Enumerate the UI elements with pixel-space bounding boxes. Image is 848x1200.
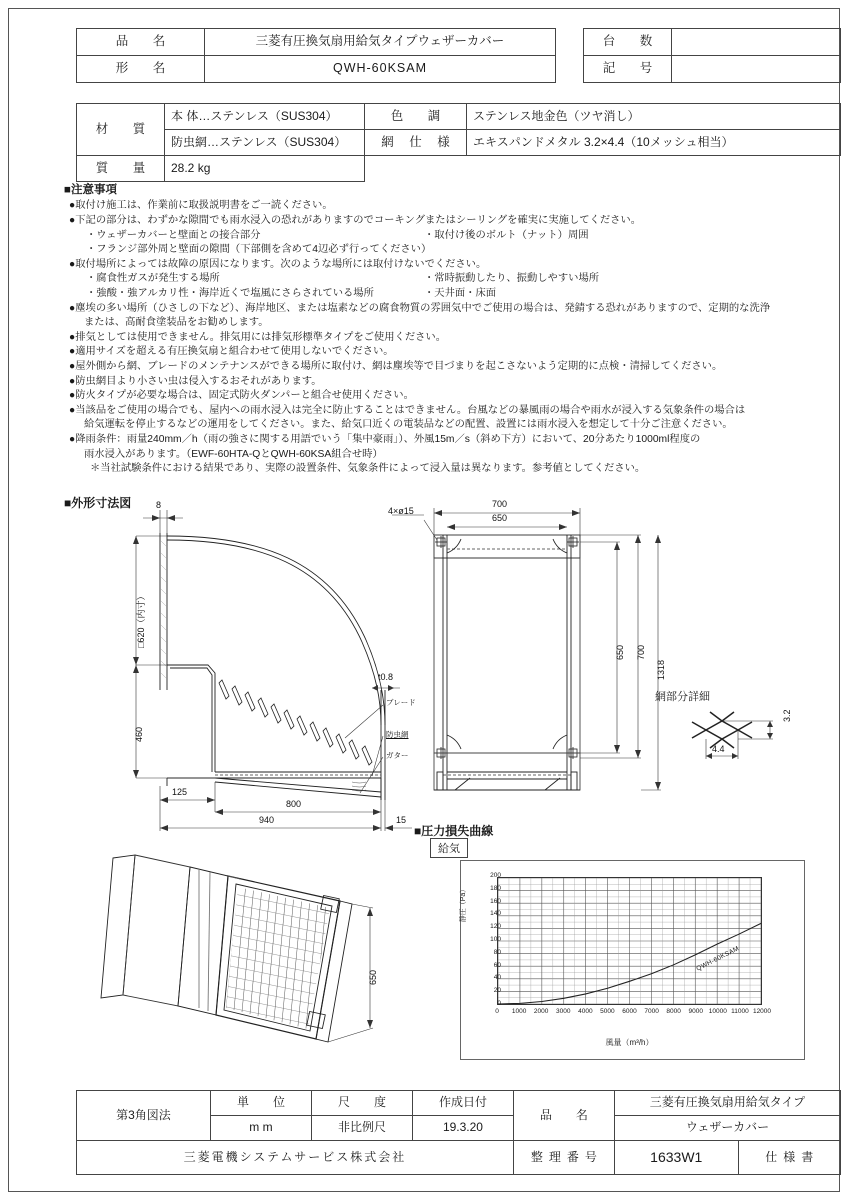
dim-8: 8	[156, 500, 162, 510]
mass-label: 質 量	[77, 156, 165, 182]
dim-700-side: 700	[636, 644, 646, 660]
pressure-loss-chart	[460, 860, 805, 1060]
product-name-line2: ウェザーカバー	[614, 1116, 840, 1141]
material-body-value: 本 体…ステンレス（SUS304）	[165, 104, 365, 130]
product-name-label-footer: 品 名	[513, 1091, 614, 1141]
chart-y-tick: 60	[493, 961, 501, 969]
chart-plot-area	[497, 877, 762, 1005]
table-row	[77, 104, 841, 130]
dim-940: 940	[259, 815, 275, 825]
chart-y-tick: 120	[490, 923, 501, 931]
outline-drawing-heading: ■外形寸法図	[64, 496, 132, 510]
mesh-spec-label: 網 仕 様	[365, 130, 467, 156]
chart-y-tick: 20	[493, 987, 501, 995]
chart-x-tick: 12000	[752, 1008, 772, 1015]
chart-svg	[498, 878, 761, 1004]
doc-type: 仕様書	[738, 1141, 840, 1175]
chart-x-tick: 9000	[688, 1008, 703, 1015]
dim-holes: 4×ø15	[388, 506, 414, 516]
chart-x-tick: 11000	[731, 1008, 749, 1015]
product-header-table	[76, 28, 556, 83]
empty-cell	[365, 156, 841, 182]
dim-800: 800	[286, 799, 302, 809]
doc-number-value: 1633W1	[614, 1141, 738, 1175]
note-item: ●取付け施工は、作業前に取扱説明書をご一読ください。	[69, 200, 333, 212]
chart-y-tick: 180	[490, 884, 501, 892]
note-subitem: ・取付け後のボルト（ナット）周囲	[424, 229, 589, 241]
chart-y-tick: 200	[490, 872, 501, 879]
material-label: 材 質	[77, 104, 165, 156]
product-name-line1: 三菱有圧換気扇用給気タイプ	[614, 1091, 840, 1116]
color-label: 色 調	[365, 104, 467, 130]
note-subrow	[64, 287, 842, 302]
note-item: ●排気としては使用できません。排気用には排気形標準タイプをご使用ください。	[69, 331, 447, 343]
chart-x-tick: 6000	[622, 1008, 637, 1015]
model-name-label: 形 名	[77, 56, 205, 83]
model-name-value: QWH-60KSAM	[205, 56, 556, 83]
symbol-value	[672, 56, 841, 83]
dim-700-top: 700	[492, 499, 508, 509]
chart-x-tick: 0	[495, 1008, 499, 1015]
chart-x-tick: 10000	[708, 1008, 727, 1015]
chart-x-tick: 1000	[511, 1008, 527, 1015]
notes-section	[64, 182, 842, 477]
scale-value: 非比例尺	[312, 1116, 413, 1141]
dim-thickness: t0.8	[378, 672, 394, 682]
doc-number-label: 整理番号	[513, 1141, 614, 1175]
chart-y-axis-label: 静圧（Pa）	[460, 885, 467, 923]
dim-1318: 1318	[656, 659, 666, 680]
callout-gutter: ガター	[386, 751, 409, 760]
note-subitem: ・天井面・床面	[424, 287, 497, 299]
table-row	[77, 130, 841, 156]
chart-y-tick: 100	[490, 936, 501, 943]
table-row	[77, 156, 841, 182]
dim-620: □620（内寸）	[136, 591, 146, 648]
table-row	[584, 29, 841, 56]
note-item-cont: または、高耐食塗装品をお勧めします。	[84, 317, 269, 329]
mesh-detail-heading: 網部分詳細	[655, 691, 710, 703]
note-item-cont: 給気運転を停止するなどの運用をしてください。また、給気口近くの電装品などの配置、設置には雨水浸入を想定して十分ご注意ください。	[84, 419, 733, 431]
note-item: ●当該品をご使用の場合でも、屋内への雨水浸入は完全に防止することはできません。台風などの暴風雨の場合や雨水が浸入する気象条件の場合は	[69, 404, 746, 416]
note-subitem: ・強酸・強アルカリ性・海岸近くで塩風にさらされている場所	[86, 287, 374, 299]
note-subitem: ・ウェザーカバーと壁面との接合部分	[86, 229, 261, 241]
dim-mesh-width: 4.4	[712, 744, 725, 754]
note-item-cont: 雨水浸入があります。（EWF-60HTA-QとQWH-60KSA組合せ時）	[84, 448, 383, 460]
callout-blade: ブレード	[386, 698, 416, 707]
chart-x-tick: 4000	[578, 1008, 593, 1015]
note-item: ●下記の部分は、わずかな隙間でも雨水浸入の恐れがありますのでコーキングまたはシーリングを確実に実施してください。	[69, 214, 642, 226]
chart-y-tick: 160	[490, 897, 501, 905]
table-row	[77, 29, 556, 56]
mass-value: 28.2 kg	[165, 156, 365, 182]
table-row	[77, 1091, 841, 1116]
note-item: ●塵埃の多い場所（ひさしの下など）、海岸地区、または塩素などの腐食物質の雰囲気中でご使用の場合は、発錆する恐れがありますので、定期的な洗浄	[69, 302, 771, 314]
chart-y-tick: 0	[497, 1000, 501, 1007]
material-table	[76, 103, 841, 182]
unit-label: 単 位	[210, 1091, 311, 1116]
quantity-header-table	[583, 28, 841, 83]
note-item: ●取付場所によっては故障の原因になります。次のような場所には取付けないでください。	[69, 258, 487, 270]
unit-value: m m	[210, 1116, 311, 1141]
mesh-spec-value: エキスパンドメタル 3.2×4.4（10メッシュ相当）	[467, 130, 841, 156]
product-name-label: 品 名	[77, 29, 205, 56]
dim-iso-650: 650	[368, 969, 378, 985]
company-name: 三菱電機システムサービス株式会社	[77, 1141, 514, 1175]
chart-y-tick: 40	[493, 974, 501, 982]
material-screen-value: 防虫網…ステンレス（SUS304）	[165, 130, 365, 156]
chart-x-tick: 3000	[556, 1008, 571, 1015]
chart-x-tick: 8000	[666, 1008, 681, 1015]
chart-y-tick: 140	[490, 910, 501, 918]
date-value: 19.3.20	[413, 1116, 514, 1141]
note-item: ●防虫網目より小さい虫は侵入するおそれがあります。	[69, 375, 322, 387]
table-row	[77, 56, 556, 83]
chart-x-tick: 7000	[644, 1008, 659, 1015]
scale-label: 尺 度	[312, 1091, 413, 1116]
quantity-label: 台 数	[584, 29, 672, 56]
pressure-curve-heading: ■圧力損失曲線	[414, 824, 494, 838]
notes-title: ■注意事項	[64, 184, 117, 196]
supply-air-badge: 給気	[430, 838, 468, 858]
note-subitem: ・腐食性ガスが発生する場所	[86, 273, 220, 285]
dim-125: 125	[172, 787, 188, 797]
dim-460: 460	[134, 726, 144, 742]
note-subrow	[64, 229, 842, 244]
callout-screen: 防虫網	[386, 730, 409, 739]
color-value: ステンレス地金色（ツヤ消し）	[467, 104, 841, 130]
table-row	[584, 56, 841, 83]
chart-series-annotation: QWH-60KSAM	[695, 945, 741, 973]
note-subitem: ・フランジ部外周と壁面の隙間（下部側を含めて4辺必ず行ってください）	[86, 244, 432, 256]
projection-method: 第3角図法	[77, 1091, 211, 1141]
note-item: ●屋外側から網、ブレードのメンテナンスができる場所に取付け、網は塵埃等で目づまりを起こさないよう定期的に点検・清掃してください。	[69, 361, 723, 373]
dim-mesh-height: 3.2	[782, 709, 792, 722]
note-footnote: ＊当社試験条件における結果であり、実際の設置条件、気象条件によって浸入量は異なります。参考値としてください。	[90, 463, 646, 475]
symbol-label: 記 号	[584, 56, 672, 83]
product-name-value: 三菱有圧換気扇用給気タイプウェザーカバー	[205, 29, 556, 56]
note-item: ●降雨条件：雨量240mm／h（雨の強さに関する用語でいう「集中豪雨」）、外風15m／s（斜め下方）において、20分あたり1000ml程度の	[69, 434, 701, 446]
dim-650-top: 650	[492, 513, 508, 523]
note-subrow	[64, 272, 842, 287]
table-row	[77, 1141, 841, 1175]
dim-650-side: 650	[615, 644, 625, 660]
chart-y-tick: 80	[493, 948, 501, 956]
quantity-value	[672, 29, 841, 56]
chart-x-tick: 2000	[533, 1008, 549, 1015]
date-label: 作成日付	[413, 1091, 514, 1116]
note-item: ●防火タイプが必要な場合は、固定式防火ダンパーと組合せ使用ください。	[69, 390, 414, 402]
chart-x-axis-label: 風量（m³/h）	[605, 1038, 654, 1047]
note-subitem: ・常時振動したり、振動しやすい場所	[424, 273, 600, 285]
title-block-table	[76, 1090, 841, 1175]
dim-15: 15	[396, 815, 407, 825]
chart-x-tick: 5000	[600, 1008, 615, 1015]
note-item: ●適用サイズを超える有圧換気扇と組合わせて使用しないでください。	[69, 346, 394, 358]
